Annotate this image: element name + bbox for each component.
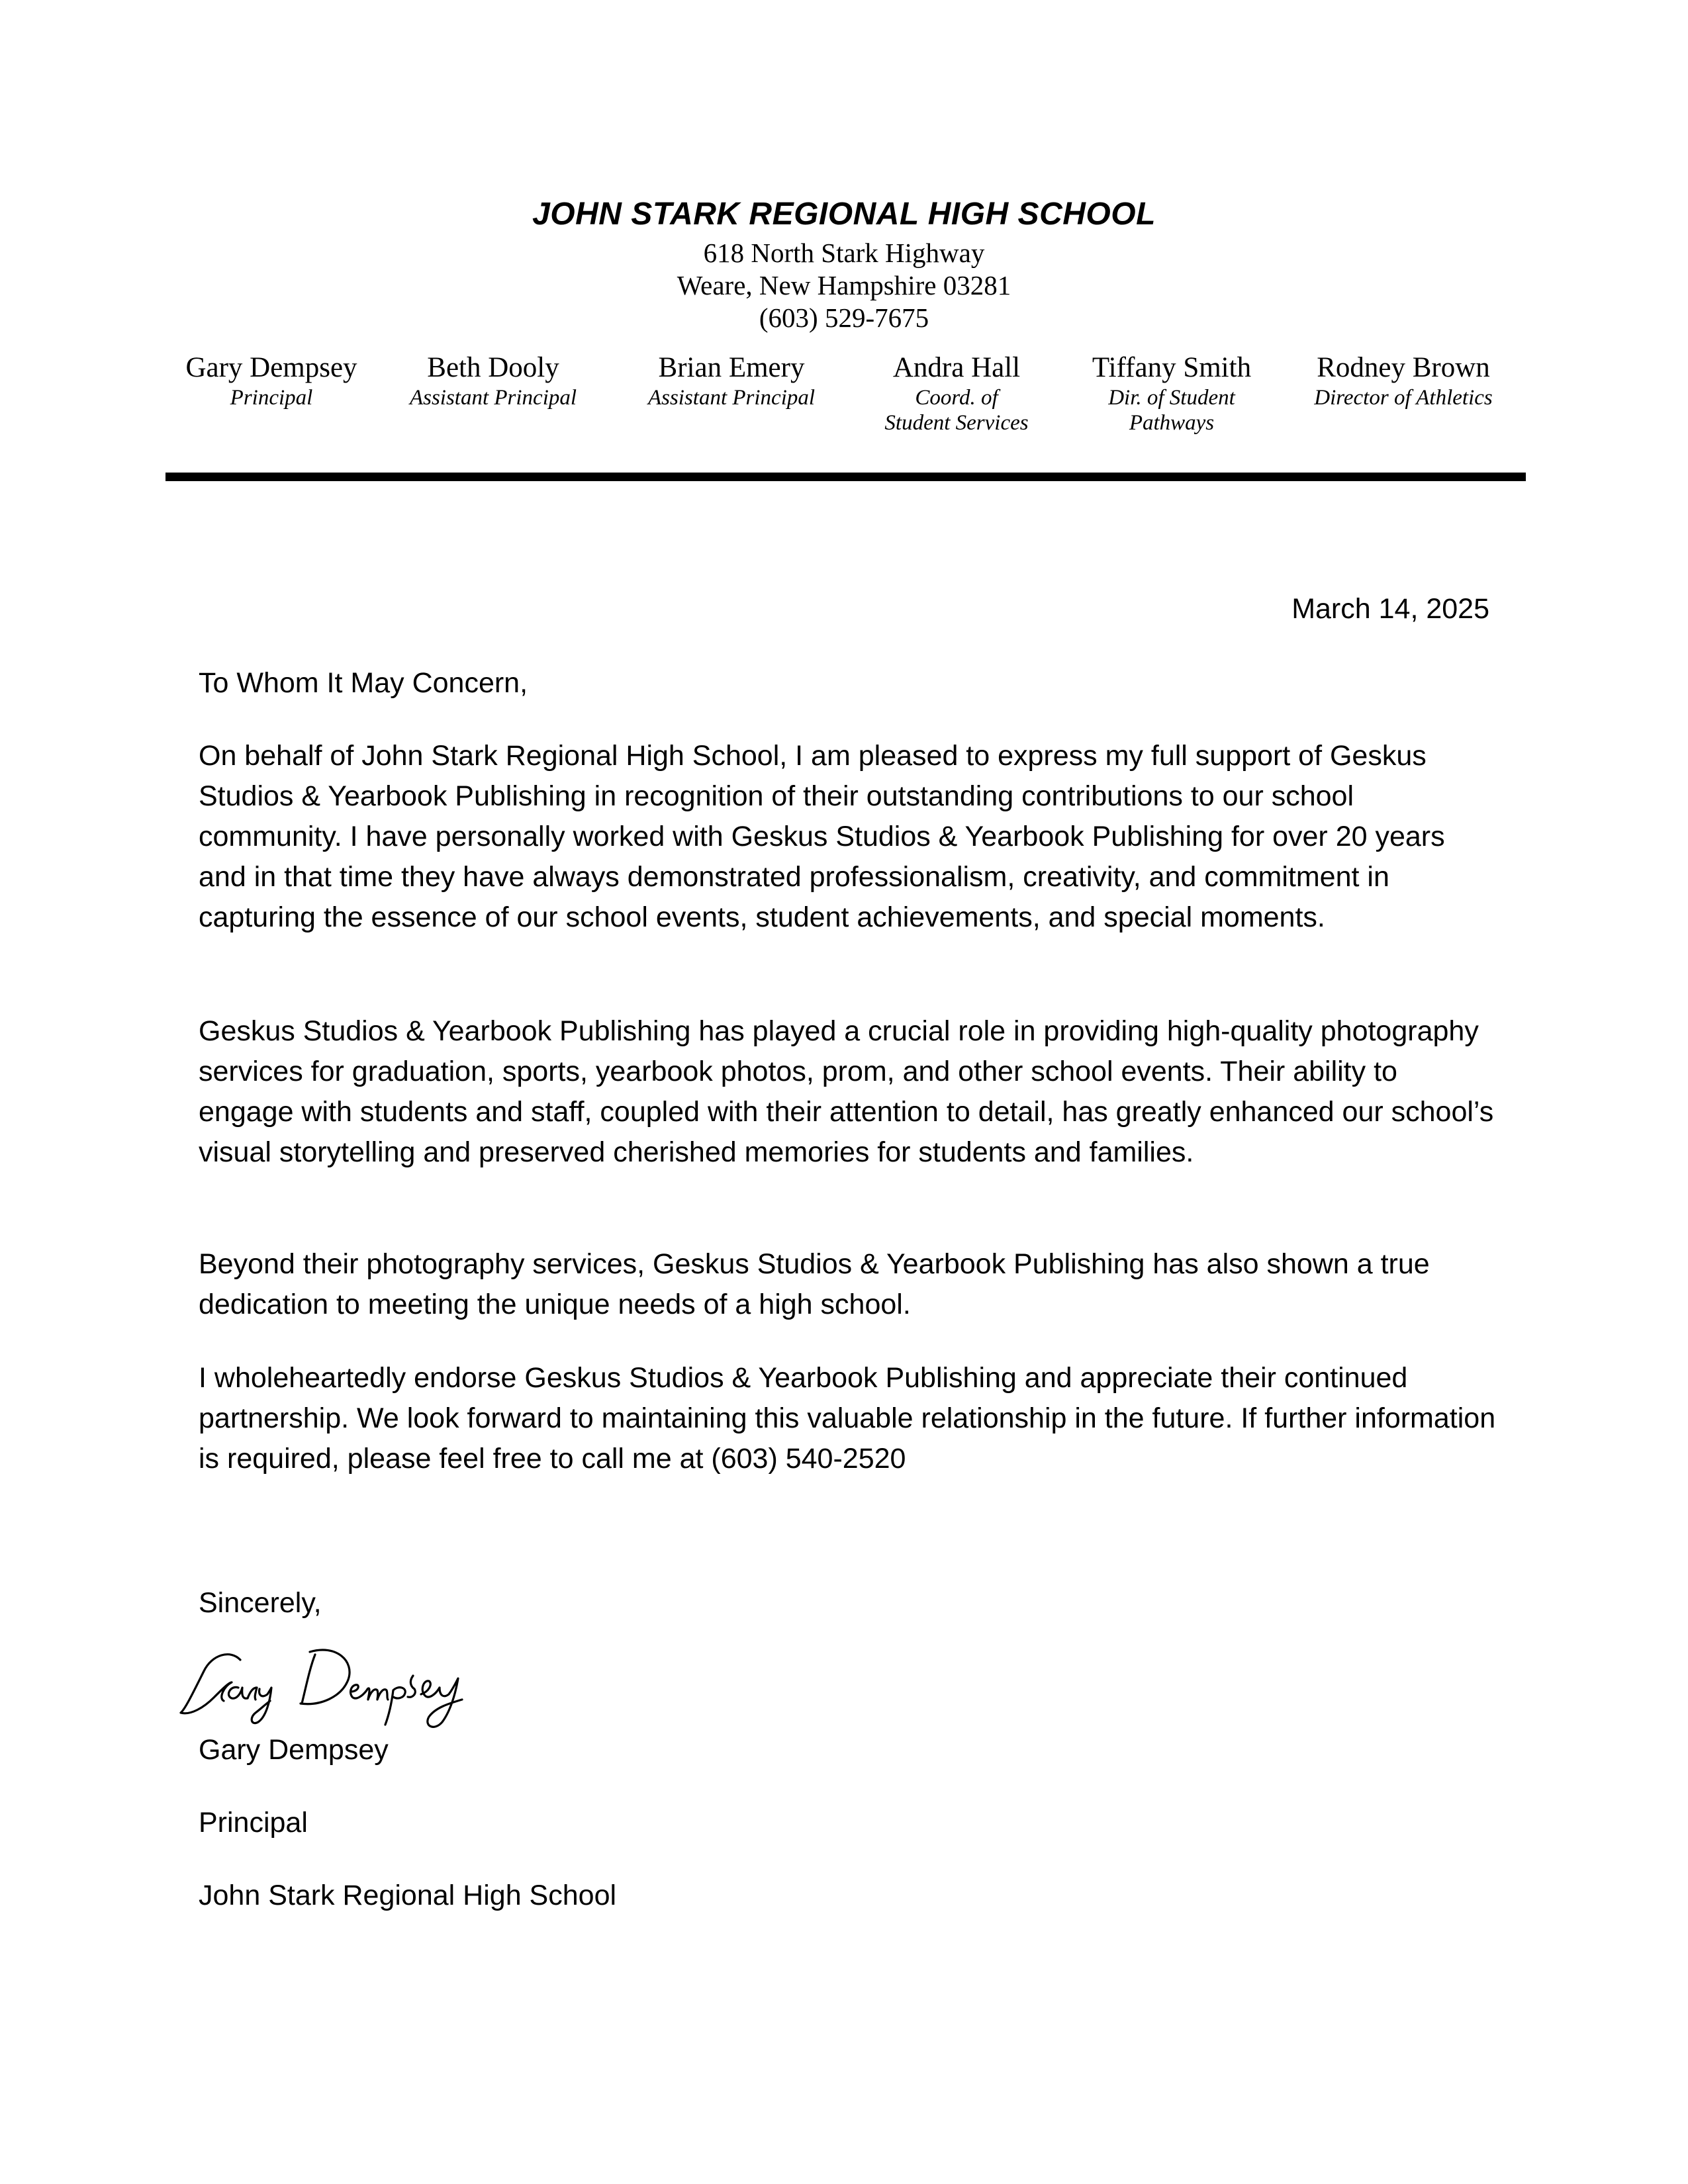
- staff-name: Gary Dempsey: [185, 352, 357, 383]
- staff-assistant-principal-dooly: [391, 351, 596, 410]
- staff-name: Brian Emery: [658, 352, 805, 383]
- signer-organization: John Stark Regional High School: [199, 1880, 617, 1911]
- staff-title: Principal: [230, 386, 313, 410]
- letter-paragraph: I wholeheartedly endorse Geskus Studios & Yearbook Publishing and appreciate their continued partnership. We look forward to maintaining this valuable relationship in the future. If further information is required, please feel free to call me at (603) 540-2520: [199, 1362, 1496, 1475]
- letter-paragraph: Beyond their photography services, Geskus Studios & Yearbook Publishing has also shown a true dedication to meeting the unique needs of a high school.: [199, 1248, 1430, 1320]
- handwritten-signature: [177, 1635, 522, 1734]
- signer-title: Principal: [199, 1807, 308, 1839]
- staff-assistant-principal-emery: [629, 351, 834, 410]
- staff-name: Tiffany Smith: [1092, 352, 1252, 383]
- staff-title: Assistant Principal: [647, 386, 816, 410]
- staff-name: Andra Hall: [892, 352, 1021, 383]
- staff-title: Assistant Principal: [409, 386, 577, 410]
- letterhead-divider: [165, 473, 1526, 481]
- address-street: 618 North Stark Highway: [703, 238, 985, 268]
- signer-name: Gary Dempsey: [199, 1734, 389, 1766]
- staff-athletics: [1294, 351, 1513, 410]
- staff-title: Director of Athletics: [1314, 386, 1493, 410]
- staff-name: Rodney Brown: [1317, 352, 1490, 383]
- staff-title: Student Services: [884, 411, 1029, 435]
- staff-title: Pathways: [1129, 411, 1215, 435]
- staff-student-pathways: [1079, 351, 1264, 435]
- school-phone: (603) 529-7675: [759, 302, 929, 333]
- staff-title: Dir. of Student: [1108, 386, 1235, 410]
- letter-closing: Sincerely,: [199, 1587, 322, 1619]
- staff-student-services: [864, 351, 1049, 435]
- letter-date: March 14, 2025: [1291, 593, 1489, 625]
- staff-title: Coord. of: [915, 386, 998, 410]
- letter-paragraph: On behalf of John Stark Regional High School, I am pleased to express my full support of Geskus Studios & Yearbook Publishing in recognition of their outstanding contributions to our school community. I have personally worked with Geskus Studios & Yearbook Publishing for over 20 years and in that time they have always demonstrated professionalism, creativity, and commitment in capturing the essence of our school events, student achievements, and special moments.: [199, 740, 1445, 933]
- staff-principal: [179, 351, 364, 410]
- school-name: JOHN STARK REGIONAL HIGH SCHOOL: [532, 197, 1156, 232]
- staff-name: Beth Dooly: [427, 352, 559, 383]
- letter-paragraph: Geskus Studios & Yearbook Publishing has played a crucial role in providing high-quality photography services for graduation, sports, yearbook photos, prom, and other school events. Their ability to engage with students and staff, coupled with their attention to detail, has greatly enhanced our school’s visual storytelling and preserved cherished memories for students and families.: [199, 1015, 1494, 1168]
- address-city: Weare, New Hampshire 03281: [677, 270, 1011, 300]
- letter-greeting: To Whom It May Concern,: [199, 667, 528, 699]
